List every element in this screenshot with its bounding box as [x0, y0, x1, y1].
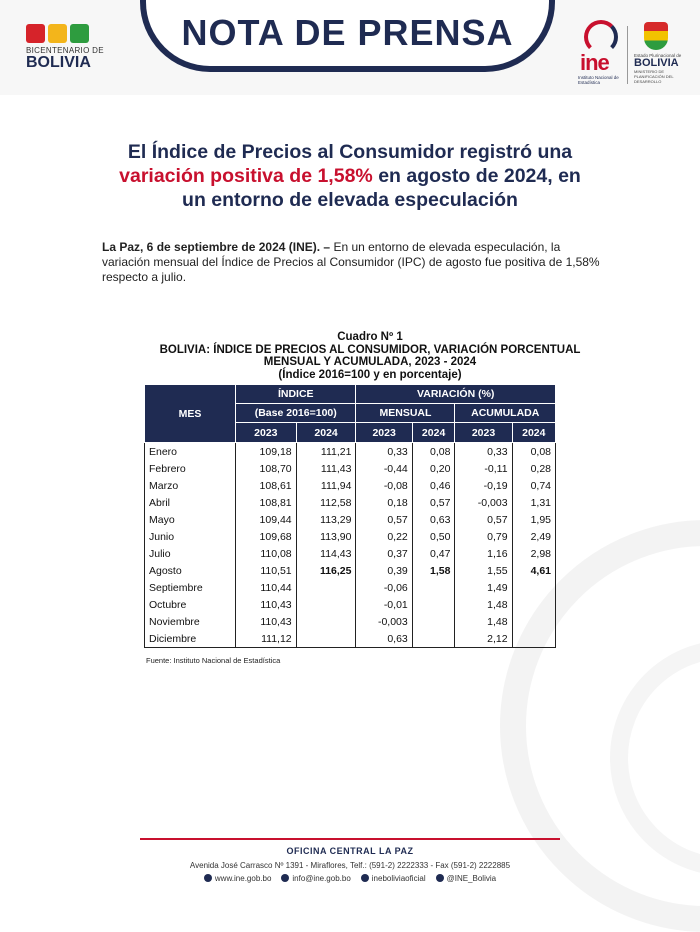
- header-mes: MES: [145, 385, 236, 443]
- cell-value: [512, 596, 555, 613]
- cell-value: 0,63: [356, 630, 412, 648]
- table-row: [145, 630, 556, 648]
- cell-value: -0,003: [455, 494, 512, 511]
- header-year: 2024: [512, 423, 555, 443]
- cell-value: -0,06: [356, 579, 412, 596]
- cell-value: 0,33: [356, 443, 412, 461]
- cell-value: 113,29: [296, 511, 356, 528]
- footer-twitter-link[interactable]: @INE_Bolivia: [446, 874, 497, 883]
- caption-units: (Índice 2016=100 y en porcentaje): [278, 368, 462, 381]
- bicentenario-line2: BOLIVIA: [26, 54, 91, 71]
- cell-value: 0,50: [412, 528, 455, 545]
- cell-value: 111,21: [296, 443, 356, 461]
- cell-value: 109,68: [236, 528, 297, 545]
- cell-value: 108,70: [236, 460, 297, 477]
- footer-email-link[interactable]: info@ine.gob.bo: [292, 874, 351, 883]
- cell-value: 1,55: [455, 562, 512, 579]
- cell-value: [512, 579, 555, 596]
- cell-value: 0,79: [455, 528, 512, 545]
- cell-mes: Septiembre: [145, 579, 236, 596]
- lead-paragraph: [102, 240, 602, 285]
- cell-mes: Febrero: [145, 460, 236, 477]
- cell-value: 114,43: [296, 545, 356, 562]
- banner-title: NOTA DE PRENSA: [181, 12, 514, 53]
- footer-address: Avenida José Carrasco Nº 1391 - Miraflores, Telf.: (591-2) 2222333 - Fax (591-2) 2222885: [189, 861, 511, 870]
- cell-mes: Diciembre: [145, 630, 236, 648]
- cell-value: 109,18: [236, 443, 297, 461]
- table-row: [145, 511, 556, 528]
- header-year: 2024: [412, 423, 455, 443]
- ine-logo-text: ine: [580, 50, 609, 75]
- cell-value: 112,58: [296, 494, 356, 511]
- cell-mes: Marzo: [145, 477, 236, 494]
- shield-icon: [644, 22, 668, 50]
- table-row: [145, 494, 556, 511]
- cell-value: [412, 596, 455, 613]
- cell-value-highlight: 1,58: [412, 562, 455, 579]
- cell-value: -0,08: [356, 477, 412, 494]
- lead-text: En un entorno de elevada especulación, la variación mensual del Índice de Precios al Consumidor (IPC) de agosto fue positiva de 1,58% respecto a julio.: [102, 240, 600, 284]
- seal-line2: BOLIVIA: [634, 57, 679, 69]
- table-row: [145, 613, 556, 630]
- table-row: [145, 528, 556, 545]
- header-mensual: MENSUAL: [356, 404, 455, 423]
- table-row: [145, 460, 556, 477]
- cell-mes: Agosto: [145, 562, 236, 579]
- cell-value: 2,12: [455, 630, 512, 648]
- ine-logo: [578, 18, 630, 88]
- twitter-icon: [436, 874, 444, 882]
- cell-mes: Mayo: [145, 511, 236, 528]
- ine-logo-sub: Instituto Nacional de Estadística: [578, 75, 619, 85]
- footer-facebook-link[interactable]: ineboliviaoficial: [371, 874, 426, 883]
- dateline: La Paz, 6 de septiembre de 2024 (INE). –: [102, 240, 331, 254]
- press-release-banner: [140, 0, 555, 72]
- table-row: [145, 443, 556, 461]
- headline-part1: El Índice de Precios al Consumidor registró una: [127, 141, 573, 163]
- cell-value: [296, 613, 356, 630]
- cell-value: -0,19: [455, 477, 512, 494]
- table-row: [145, 596, 556, 613]
- cell-value: -0,44: [356, 460, 412, 477]
- footer-office: OFICINA CENTRAL LA PAZ: [286, 846, 414, 856]
- caption-title: BOLIVIA: ÍNDICE DE PRECIOS AL CONSUMIDOR, VARIACIÓN PORCENTUAL: [159, 343, 581, 356]
- headline-part3: un entorno de elevada especulación: [182, 189, 518, 211]
- cell-value: 0,57: [455, 511, 512, 528]
- headline-part2: en agosto de 2024, en: [378, 165, 581, 187]
- cell-value: -0,11: [455, 460, 512, 477]
- cell-value: -0,01: [356, 596, 412, 613]
- cell-value: 0,57: [412, 494, 455, 511]
- header-indice: ÍNDICE: [236, 385, 356, 404]
- cell-value: 1,31: [512, 494, 555, 511]
- cell-value: [412, 630, 455, 648]
- cell-value: 1,95: [512, 511, 555, 528]
- header-year: 2024: [296, 423, 356, 443]
- cell-value: 108,61: [236, 477, 297, 494]
- headline-highlight: variación positiva de 1,58%: [119, 165, 373, 187]
- header-year: 2023: [455, 423, 512, 443]
- cell-value: 0,18: [356, 494, 412, 511]
- cell-value: 0,08: [512, 443, 555, 461]
- cell-value: 0,37: [356, 545, 412, 562]
- cell-value: 0,08: [412, 443, 455, 461]
- logo-divider: [627, 26, 628, 84]
- cell-mes: Octubre: [145, 596, 236, 613]
- cell-value: 0,74: [512, 477, 555, 494]
- table-body: [145, 443, 556, 648]
- cell-value: -0,003: [356, 613, 412, 630]
- cell-value: 0,28: [512, 460, 555, 477]
- table-row: [145, 579, 556, 596]
- cell-value: [412, 579, 455, 596]
- cell-value: 1,48: [455, 596, 512, 613]
- table-row: [145, 477, 556, 494]
- caption-subtitle: MENSUAL Y ACUMULADA, 2023 - 2024: [263, 356, 477, 368]
- cell-value: [512, 613, 555, 630]
- table-row: [145, 562, 556, 579]
- cell-value: 110,51: [236, 562, 297, 579]
- cell-value: 0,39: [356, 562, 412, 579]
- bicentenario-logo: [26, 24, 116, 71]
- cell-value: [296, 579, 356, 596]
- header-year: 2023: [356, 423, 412, 443]
- ine-ring-icon: [584, 20, 618, 54]
- cpi-table: [144, 384, 556, 648]
- footer-web-link[interactable]: www.ine.gob.bo: [214, 874, 272, 883]
- cell-value: 1,49: [455, 579, 512, 596]
- seal-line3: MINISTERIO DE PLANIFICACIÓN DEL DESARROLLO: [634, 69, 674, 84]
- cell-value: 2,49: [512, 528, 555, 545]
- cell-value: 110,44: [236, 579, 297, 596]
- cell-value: 113,90: [296, 528, 356, 545]
- cell-value: 0,46: [412, 477, 455, 494]
- cell-value: 109,44: [236, 511, 297, 528]
- cell-mes: Noviembre: [145, 613, 236, 630]
- globe-icon: [204, 874, 212, 882]
- email-icon: [281, 874, 289, 882]
- header-acumulada: ACUMULADA: [455, 404, 556, 423]
- footer-divider: [140, 838, 560, 840]
- cell-value: 111,43: [296, 460, 356, 477]
- caption-number: Cuadro Nº 1: [337, 331, 403, 343]
- facebook-icon: [361, 874, 369, 882]
- cell-value: [296, 596, 356, 613]
- cell-value: 0,63: [412, 511, 455, 528]
- seal-line1: Estado Plurinacional de: [634, 53, 682, 58]
- cell-value: 110,43: [236, 596, 297, 613]
- header-year: 2023: [236, 423, 297, 443]
- headline: [80, 140, 620, 212]
- cell-value: 0,22: [356, 528, 412, 545]
- cell-value: [412, 613, 455, 630]
- cell-value: 110,08: [236, 545, 297, 562]
- cell-value-highlight: 116,25: [296, 562, 356, 579]
- cell-value: 2,98: [512, 545, 555, 562]
- cell-value: [296, 630, 356, 648]
- cell-mes: Abril: [145, 494, 236, 511]
- cell-value: 0,47: [412, 545, 455, 562]
- cell-mes: Julio: [145, 545, 236, 562]
- cell-mes: Junio: [145, 528, 236, 545]
- cell-value: 108,81: [236, 494, 297, 511]
- cell-value: 0,57: [356, 511, 412, 528]
- cell-value: 111,12: [236, 630, 297, 648]
- cell-value: 0,20: [412, 460, 455, 477]
- cell-value: 1,16: [455, 545, 512, 562]
- table-row: [145, 545, 556, 562]
- table-caption: [140, 331, 600, 381]
- cell-value: [512, 630, 555, 648]
- cell-mes: Enero: [145, 443, 236, 461]
- header-variacion: VARIACIÓN (%): [356, 385, 556, 404]
- cell-value-highlight: 4,61: [512, 562, 555, 579]
- cell-value: 1,48: [455, 613, 512, 630]
- footer-contacts: [140, 874, 560, 883]
- cell-value: 111,94: [296, 477, 356, 494]
- ministry-seal: [634, 22, 692, 84]
- cell-value: 0,33: [455, 443, 512, 461]
- header-base: (Base 2016=100): [236, 404, 356, 423]
- bicentenario-line1: BICENTENARIO DE: [26, 46, 104, 55]
- table-source: Fuente: Instituto Nacional de Estadística: [146, 656, 281, 665]
- cell-value: 110,43: [236, 613, 297, 630]
